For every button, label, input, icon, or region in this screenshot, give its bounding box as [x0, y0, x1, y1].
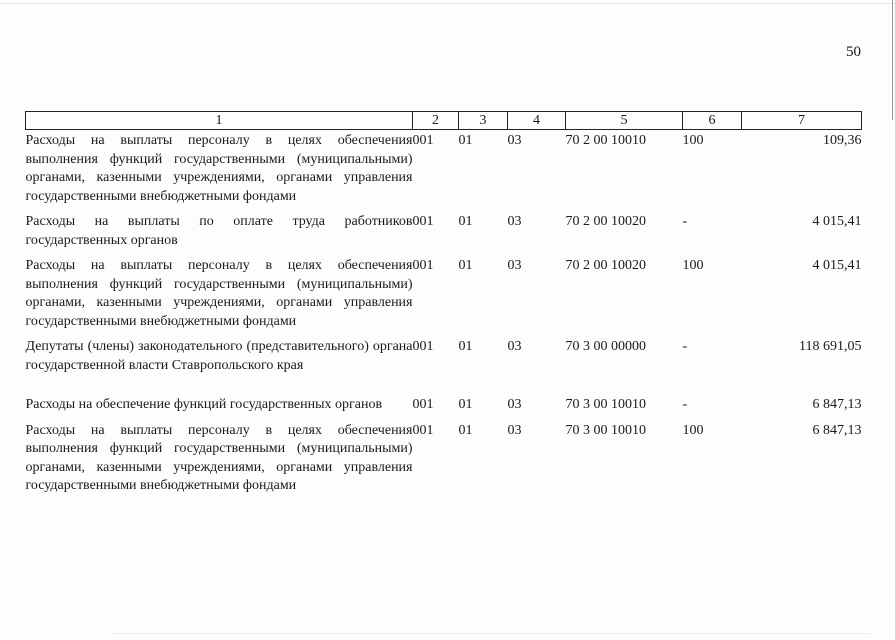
row-ministry-code: 001 [412, 133, 434, 148]
row-ministry-code: 001 [412, 258, 434, 273]
scan-top-edge [0, 3, 895, 4]
header-col-4: 4 [508, 112, 566, 130]
row-description: Расходы на выплаты персоналу в целях обеспечения выполнения функций государственными (муниципальными) органами, казенными учреждениями, органами управления государственными внебюджетными фондами [25, 422, 413, 493]
row-amount: 4 015,41 [812, 258, 862, 273]
row-amount: 6 847,13 [812, 397, 862, 412]
table-row [26, 422, 862, 503]
budget-table [25, 111, 862, 503]
row-target-article: 70 2 00 10020 [565, 258, 646, 273]
row-expense-type: - [682, 397, 688, 412]
row-subsection-code: 03 [507, 214, 522, 229]
header-col-7: 7 [742, 112, 862, 130]
row-description: Расходы на выплаты персоналу в целях обеспечения выполнения функций государственными (муниципальными) органами, казенными учреждениями, органами управления государственными внебюджетными фондами [25, 133, 413, 204]
row-expense-type: 100 [682, 133, 704, 148]
row-section-code: 01 [458, 339, 473, 354]
header-col-3: 3 [459, 112, 508, 130]
header-col-5: 5 [566, 112, 683, 130]
scan-right-edge [892, 0, 893, 120]
table-row [26, 338, 862, 396]
row-description: Депутаты (члены) законодательного (представительного) органа государственной власти Ставропольского края [25, 339, 413, 373]
table-body [26, 130, 862, 503]
row-subsection-code: 03 [507, 339, 522, 354]
row-subsection-code: 03 [507, 133, 522, 148]
row-target-article: 70 3 00 00000 [565, 339, 646, 354]
row-target-article: 70 3 00 10010 [565, 422, 646, 438]
row-amount: 109,36 [823, 133, 862, 148]
table-header [26, 112, 862, 130]
row-amount: 4 015,41 [812, 214, 862, 229]
row-target-article: 70 2 00 10020 [565, 214, 646, 229]
header-col-6: 6 [683, 112, 742, 130]
header-row [26, 112, 862, 130]
row-expense-type: 100 [682, 422, 704, 438]
row-expense-type: - [682, 339, 688, 354]
table-row [26, 396, 862, 422]
table-row [26, 130, 862, 214]
row-subsection-code: 03 [507, 258, 522, 273]
scan-bottom-edge [110, 633, 870, 634]
row-description: Расходы на выплаты персоналу в целях обеспечения выполнения функций государственными (муниципальными) органами, казенными учреждениями, органами управления государственными внебюджетными фондами [25, 258, 413, 329]
row-amount: 118 691,05 [799, 339, 862, 354]
row-section-code: 01 [458, 133, 473, 148]
row-expense-type: 100 [682, 258, 704, 273]
row-ministry-code: 001 [412, 397, 434, 412]
table-row [26, 213, 862, 257]
row-section-code: 01 [458, 214, 473, 229]
row-target-article: 70 3 00 10010 [565, 397, 646, 412]
row-amount: 6 847,13 [812, 422, 862, 438]
row-target-article: 70 2 00 10010 [565, 133, 646, 148]
row-subsection-code: 03 [507, 397, 522, 412]
row-ministry-code: 001 [412, 214, 434, 229]
table-row [26, 257, 862, 338]
row-description: Расходы на обеспечение функций государственных органов [25, 397, 383, 412]
page-number: 50 [846, 44, 861, 60]
header-col-1: 1 [26, 112, 413, 130]
row-subsection-code: 03 [507, 422, 522, 438]
row-section-code: 01 [458, 258, 473, 273]
row-expense-type: - [682, 214, 688, 229]
row-section-code: 01 [458, 397, 473, 412]
header-col-2: 2 [413, 112, 459, 130]
row-ministry-code: 001 [412, 339, 434, 354]
row-section-code: 01 [458, 422, 473, 438]
row-ministry-code: 001 [412, 422, 434, 438]
row-description: Расходы на выплаты по оплате труда работников государственных органов [25, 214, 413, 248]
